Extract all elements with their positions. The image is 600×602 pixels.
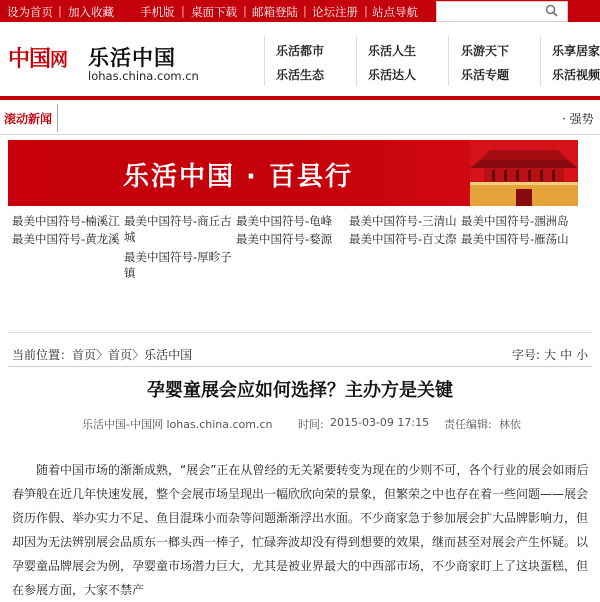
county-link[interactable]: 最美中国符号-黄龙溪 (12, 232, 120, 246)
article-editor-label: 责任编辑: (444, 418, 492, 431)
add-favorite-link[interactable]: 加入收藏 (68, 5, 114, 19)
breadcrumb (12, 346, 192, 363)
search-button[interactable] (540, 1, 562, 20)
top-bar (0, 0, 600, 22)
divider (8, 332, 592, 333)
hundred-counties-banner[interactable] (8, 140, 578, 206)
county-link[interactable]: 最美中国符号-百丈漈 (349, 232, 457, 246)
article-paragraph: 随着中国市场的渐渐成熟，“展会”正在从曾经的无关紧要转变为现在的少则不可，各个行业的展会如雨后春笋般在近几年快速发展，整个会展市场呈现出一幅欣欣向荣的景象，但繁荣之中也存在着一些问题——展会资历作假、举办实力不足、鱼目混珠小而杂等问题渐渐浮出水面。不少商家急于参加展会扩大品牌影响力，但却因为无法辨别展会品质东一榔头西一棒子，忙碌奔波却没有得到想要的效果，继而甚至对展会产生怀疑。以孕婴童品牌展会为例，孕婴童市场潜力巨大，尤其是被业界最大的中西部市场，不少商家盯上了这块蛋糕，但在参展方面，大家不禁产 (12, 463, 589, 597)
china-com-logo[interactable]: 中国网 (8, 46, 68, 72)
nav-item-life[interactable]: 乐活人生 (368, 44, 417, 58)
site-domain: lohas.china.com.cn (88, 69, 199, 83)
article-editor: 林依 (499, 418, 521, 431)
divider: | (303, 4, 307, 18)
nav-divider (356, 36, 357, 86)
banner-title: 乐活中国 · 百县行 (123, 162, 353, 192)
article-title: 孕婴童展会应如何选择？主办方是关键 (147, 380, 453, 401)
nav-item-video[interactable]: 乐活视频 (552, 68, 600, 82)
mail-login-link[interactable]: 邮箱登陆 (252, 5, 298, 19)
divider: | (181, 4, 185, 18)
breadcrumb-home[interactable]: 首页 (72, 348, 97, 362)
nav-divider (448, 36, 449, 86)
site-header (0, 22, 600, 96)
set-home-link[interactable]: 设为首页 (7, 5, 53, 19)
search-icon (545, 4, 558, 17)
breadcrumb-separator: 〉 (96, 348, 109, 362)
site-nav-link[interactable]: 站点导航 (372, 5, 418, 19)
nav-item-urban[interactable]: 乐活都市 (276, 44, 325, 58)
desktop-download-link[interactable]: 桌面下载 (191, 5, 237, 19)
tiananmen-gate-icon (470, 140, 578, 206)
breadcrumb-label: 当前位置： (12, 348, 73, 362)
county-link[interactable]: 最美中国符号-楠溪江 (12, 214, 120, 228)
nav-item-topics[interactable]: 乐活专题 (461, 68, 510, 82)
divider: | (243, 4, 247, 18)
county-link[interactable]: 最美中国符号-涠洲岛 (461, 214, 569, 228)
scroll-news-label: 滚动新闻 (4, 112, 53, 126)
site-title[interactable]: 乐活中国 (88, 45, 176, 70)
nav-divider (264, 36, 265, 86)
font-size-small-button[interactable]: 小 (576, 348, 589, 362)
nav-item-home[interactable]: 乐享居家 (552, 44, 600, 58)
article-time-label: 时间: (298, 418, 324, 431)
article-source: 乐活中国-中国网 lohas.china.com.cn (82, 418, 273, 431)
nav-divider (540, 36, 541, 86)
nav-item-experts[interactable]: 乐活达人 (368, 68, 417, 82)
font-size-control (512, 346, 588, 363)
font-size-large-button[interactable]: 大 (544, 348, 557, 362)
nav-item-travel[interactable]: 乐游天下 (461, 44, 510, 58)
county-link[interactable]: 最美中国符号-龟峰 (236, 214, 333, 228)
divider (8, 366, 592, 367)
font-size-medium-button[interactable]: 中 (560, 348, 573, 362)
county-link[interactable]: 最美中国符号-三清山 (349, 214, 457, 228)
divider: | (58, 4, 62, 18)
breadcrumb-separator: 〉 (132, 348, 145, 362)
divider (57, 104, 58, 132)
mobile-link[interactable]: 手机版 (140, 5, 175, 19)
nav-item-ecology[interactable]: 乐活生态 (276, 68, 325, 82)
scroll-news-bar (0, 100, 600, 135)
forum-register-link[interactable]: 论坛注册 (312, 5, 358, 19)
scroll-news-item[interactable]: · 强势 (562, 112, 594, 126)
breadcrumb-section[interactable]: 乐活中国 (144, 348, 193, 362)
article-time: 2015-03-09 17:15 (330, 416, 430, 429)
county-link[interactable]: 最美中国符号-雁荡山 (461, 232, 569, 246)
divider: | (364, 4, 368, 18)
county-link[interactable]: 最美中国符号-商丘古城 (124, 214, 232, 244)
county-link[interactable]: 最美中国符号-厚畛子镇 (124, 250, 232, 280)
breadcrumb-home-2[interactable]: 首页 (108, 348, 133, 362)
county-link[interactable]: 最美中国符号-婺源 (236, 232, 333, 246)
article-body (12, 458, 592, 602)
font-size-label: 字号: (512, 348, 541, 362)
